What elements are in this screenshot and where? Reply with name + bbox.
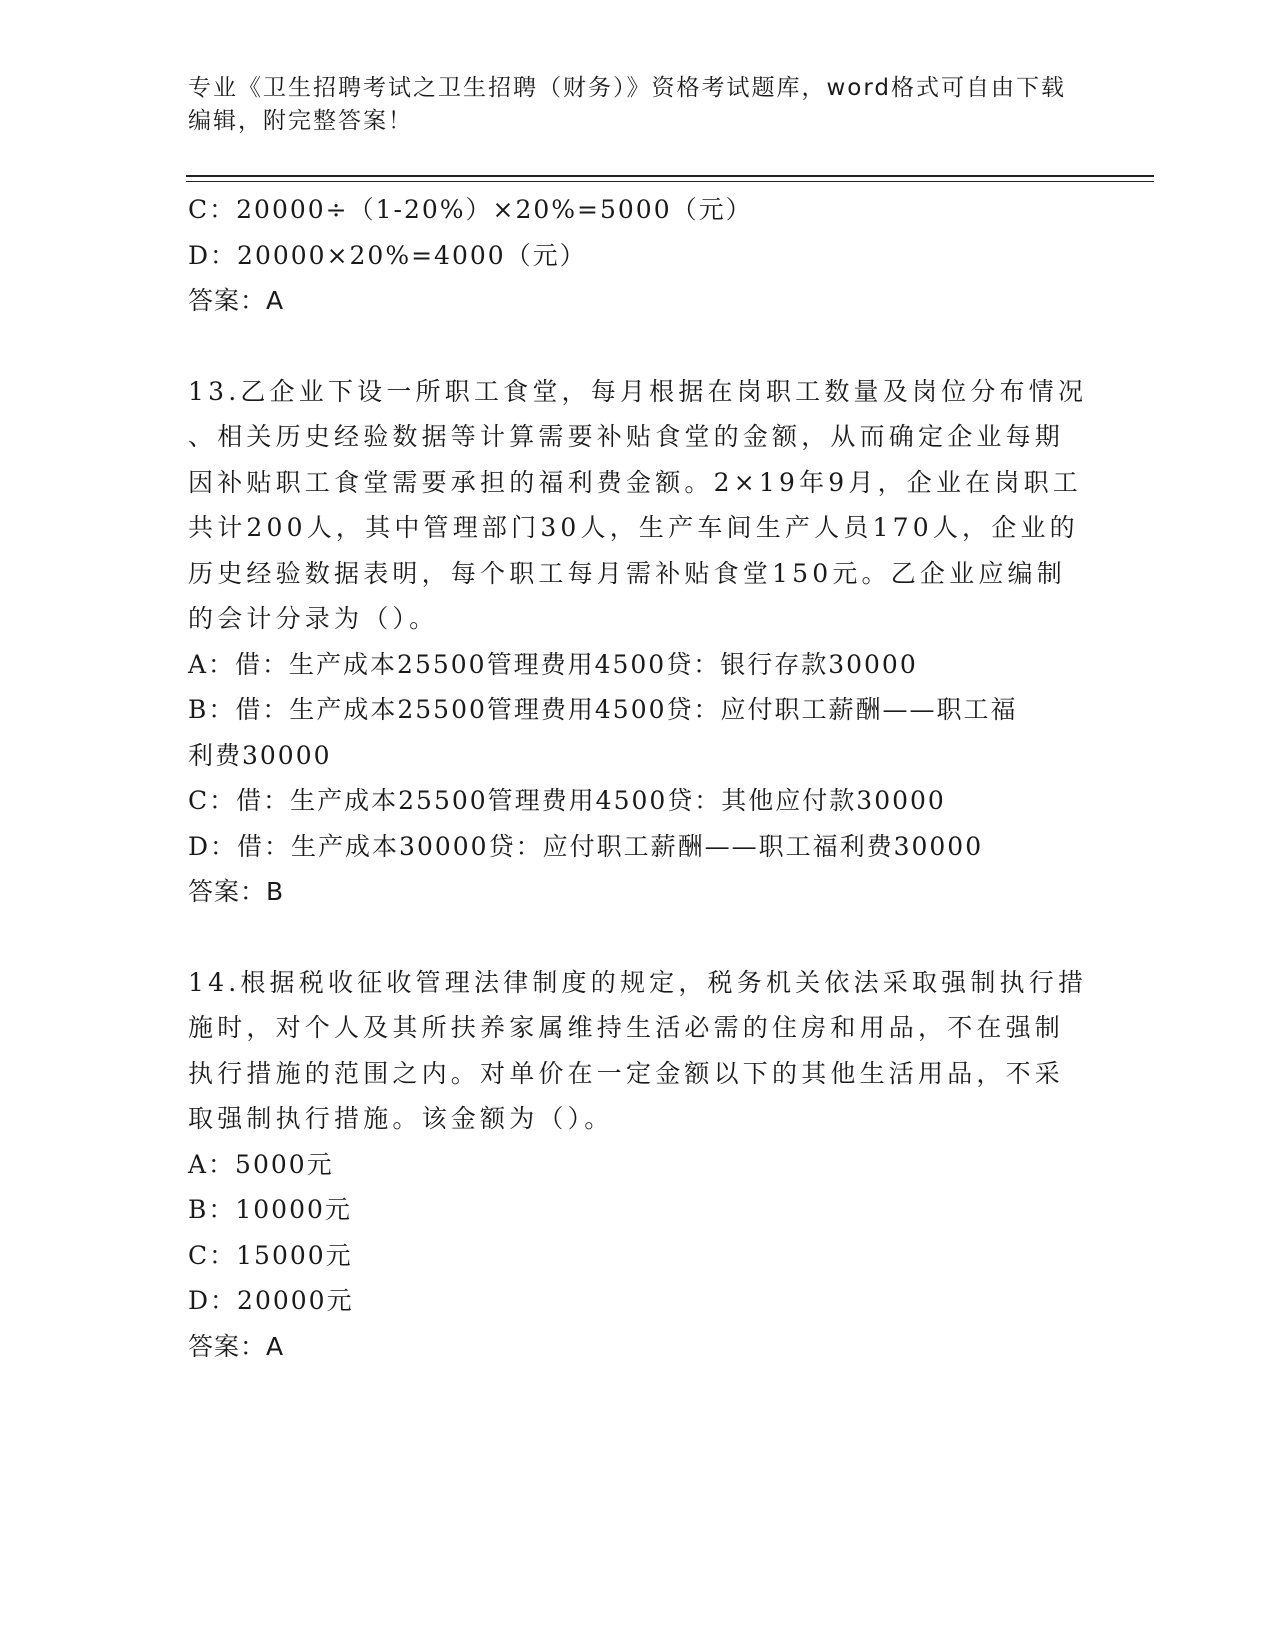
question-text-line: 因补贴职工食堂需要承担的福利费金额。2×19年9月，企业在岗职工 — [188, 467, 1082, 497]
option-c: C：20000÷（1-20%）×20%=5000（元） — [188, 195, 753, 224]
option-d: D：20000元 — [188, 1286, 354, 1315]
question-13 — [188, 369, 1088, 915]
question-text-line: 取强制执行措施。该金额为（）。 — [188, 1104, 614, 1133]
option-a: A：5000元 — [188, 1149, 334, 1179]
option-d: D：20000×20%=4000（元） — [188, 240, 587, 270]
option-b-continued: 利费30000 — [188, 740, 332, 770]
header-line-1: 专业《卫生招聘考试之卫生招聘（财务）》资格考试题库，word格式可自由下载 — [188, 75, 1067, 101]
question-text-line: 共计200人，其中管理部门30人，生产车间生产人员170人，企业的 — [188, 513, 1079, 542]
option-c: C：15000元 — [188, 1240, 353, 1270]
question-text-line: 执行措施的范围之内。对单价在一定金额以下的其他生活用品，不采 — [188, 1058, 1065, 1088]
header-line-2: 编辑，附完整答案！ — [188, 108, 413, 134]
option-c: C：借：生产成本25500管理费用4500贷：其他应付款30000 — [188, 786, 946, 815]
previous-question — [188, 187, 1088, 324]
question-text-line: 13.乙企业下设一所职工食堂，每月根据在岗职工数量及岗位分布情况 — [188, 376, 1088, 406]
answer-label: 答案：A — [188, 1331, 285, 1361]
header-divider — [186, 175, 1154, 177]
question-text-line: 历史经验数据表明，每个职工每月需补贴食堂150元。乙企业应编制 — [188, 558, 1066, 588]
answer-label: 答案：B — [188, 877, 285, 906]
question-text-line: 、相关历史经验数据等计算需要补贴食堂的金额，从而确定企业每期 — [188, 422, 1065, 451]
document-header — [188, 72, 1088, 138]
question-text-line: 施时，对个人及其所扶养家属维持生活必需的住房和用品，不在强制 — [188, 1013, 1065, 1042]
answer-label: 答案：A — [188, 286, 285, 315]
question-text-line: 的会计分录为（）。 — [188, 604, 439, 633]
header-divider-thin — [186, 181, 1154, 182]
question-14 — [188, 960, 1088, 1370]
option-b: B：借：生产成本25500管理费用4500贷：应付职工薪酬——职工福 — [188, 695, 1018, 724]
question-text-line: 14.根据税收征收管理法律制度的规定，税务机关依法采取强制执行措 — [188, 967, 1088, 997]
option-a: A：借：生产成本25500管理费用4500贷：银行存款30000 — [188, 649, 918, 679]
option-d: D：借：生产成本30000贷：应付职工薪酬——职工福利费30000 — [188, 831, 984, 861]
option-b: B：10000元 — [188, 1195, 352, 1224]
document-body — [188, 187, 1088, 1369]
